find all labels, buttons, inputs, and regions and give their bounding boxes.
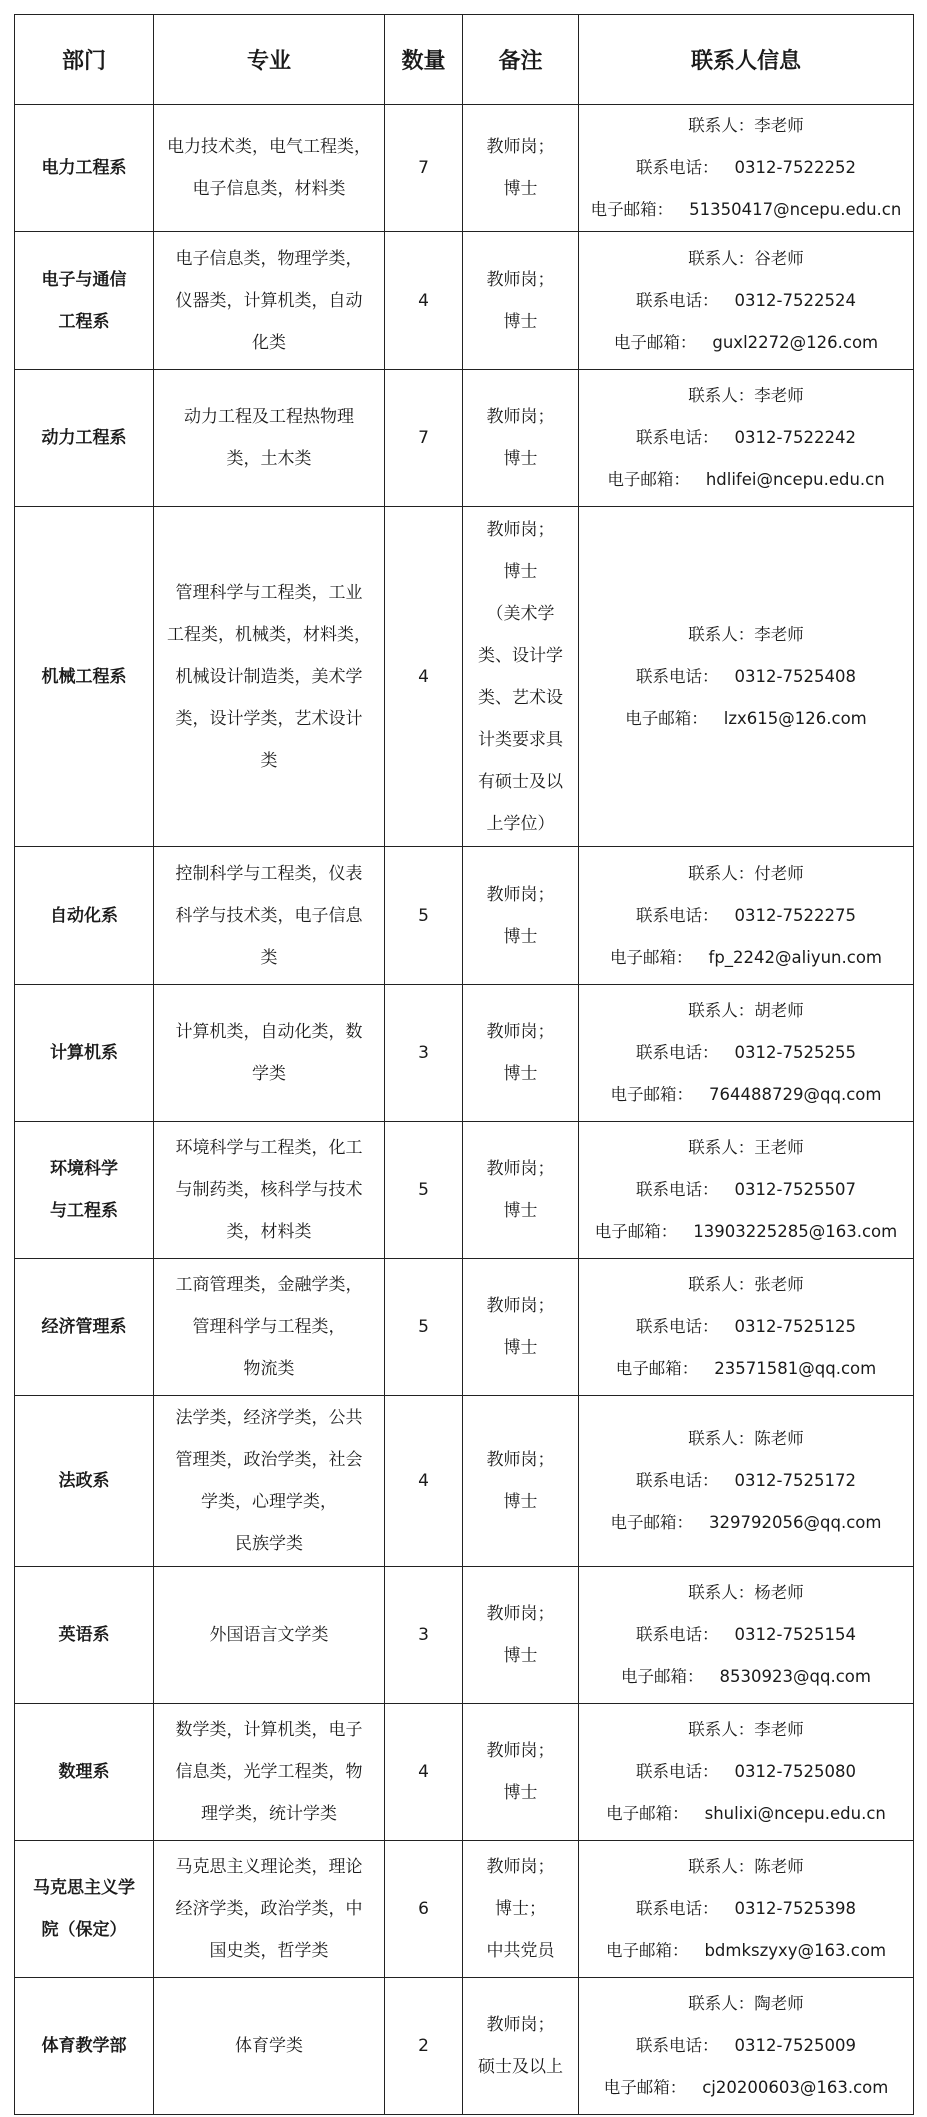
major-line: 法学类，经济学类，公共 — [175, 1408, 363, 1428]
table-row — [15, 232, 914, 370]
dept-cell — [15, 370, 154, 507]
dept-cell — [15, 1704, 154, 1841]
email-label: 电子邮箱： — [613, 332, 697, 352]
major-cell — [154, 507, 385, 847]
table-row — [15, 370, 914, 507]
contact-name-line — [587, 1418, 905, 1460]
note-line: 博士 — [503, 1492, 538, 1512]
note-cell — [463, 1567, 579, 1704]
contact-label: 联系人： — [688, 1138, 755, 1157]
note-cell — [463, 105, 579, 232]
contact-email-line — [587, 1930, 905, 1972]
phone-number: 0312-7525080 — [734, 1762, 856, 1781]
contact-name-line — [587, 1264, 905, 1306]
email-label: 电子邮箱： — [610, 1513, 694, 1532]
contact-phone-line — [587, 1169, 905, 1211]
contact-label: 联系人： — [688, 1857, 755, 1876]
email-address: 329792056@qq.com — [709, 1513, 882, 1532]
note-line: 教师岗； — [486, 1604, 555, 1624]
dept-line: 经济管理系 — [41, 1317, 127, 1337]
major-line: 电子信息类，材料类 — [192, 179, 346, 199]
dept-cell — [15, 1978, 154, 2115]
email-address: 51350417@ncepu.edu.cn — [689, 200, 902, 219]
phone-label: 联系电话： — [636, 1471, 719, 1490]
phone-label: 联系电话： — [636, 666, 719, 686]
major-cell — [154, 847, 385, 985]
contact-label: 联系人： — [688, 248, 755, 268]
contact-name-line — [587, 238, 905, 280]
note-line: 博士 — [503, 179, 538, 199]
major-cell — [154, 1259, 385, 1396]
contact-name: 李老师 — [754, 386, 804, 405]
note-cell — [463, 1396, 579, 1567]
note-cell — [463, 1978, 579, 2115]
note-line: 类、艺术设 — [478, 687, 563, 708]
count-cell: 5 — [385, 1122, 463, 1259]
major-line: 与制药类，核科学与技术 — [175, 1180, 363, 1200]
email-label: 电子邮箱： — [621, 1667, 704, 1686]
email-address: 23571581@qq.com — [714, 1359, 877, 1378]
contact-name-line — [587, 990, 905, 1032]
dept-line: 动力工程系 — [41, 428, 127, 448]
count-cell: 3 — [385, 985, 463, 1122]
phone-number: 0312-7525408 — [734, 666, 856, 686]
major-line: 理学类，统计学类 — [201, 1804, 337, 1824]
contact-name: 谷老师 — [754, 248, 804, 268]
table-row — [15, 507, 914, 847]
contact-cell — [579, 1841, 914, 1978]
email-address: shulixi@ncepu.edu.cn — [704, 1804, 886, 1823]
contact-cell — [579, 370, 914, 507]
dept-cell — [15, 1259, 154, 1396]
contact-phone-line — [587, 2025, 905, 2067]
contact-phone-line — [587, 656, 905, 698]
note-line: （美术学 — [486, 603, 555, 624]
contact-email-line — [587, 1793, 905, 1835]
contact-email-line — [587, 937, 905, 979]
contact-label: 联系人： — [688, 1583, 755, 1602]
contact-phone-line — [587, 1888, 905, 1930]
note-line: 教师岗； — [486, 1022, 555, 1042]
table-row — [15, 105, 914, 232]
note-line: 博士 — [503, 311, 538, 332]
note-line: 教师岗； — [486, 137, 555, 157]
phone-label: 联系电话： — [636, 290, 719, 310]
contact-label: 联系人： — [688, 386, 755, 405]
phone-number: 0312-7522275 — [734, 905, 856, 925]
major-line: 环境科学与工程类，化工 — [175, 1138, 363, 1158]
note-line: 博士 — [503, 561, 538, 582]
contact-phone-line — [587, 280, 905, 322]
major-line: 数学类，计算机类，电子 — [175, 1720, 363, 1740]
email-label: 电子邮箱： — [606, 1804, 689, 1823]
recruitment-table — [14, 14, 914, 2115]
phone-label: 联系电话： — [636, 1762, 719, 1781]
major-line: 体育学类 — [235, 2036, 303, 2056]
note-line: 博士 — [503, 1646, 538, 1666]
major-line: 物流类 — [243, 1359, 295, 1379]
contact-phone-line — [587, 895, 905, 937]
phone-number: 0312-7525255 — [734, 1043, 856, 1062]
contact-label: 联系人： — [688, 1275, 755, 1294]
phone-number: 0312-7525125 — [734, 1317, 856, 1336]
dept-line: 英语系 — [58, 1625, 110, 1645]
major-line: 工商管理类，金融学类， — [175, 1275, 363, 1295]
dept-cell — [15, 232, 154, 370]
note-line: 计类要求具 — [478, 729, 563, 750]
major-line: 化类 — [252, 332, 286, 353]
table-row — [15, 1841, 914, 1978]
major-line: 类，材料类 — [226, 1222, 312, 1242]
contact-email-line — [587, 1074, 905, 1116]
table-header-row — [15, 15, 914, 105]
note-cell — [463, 1841, 579, 1978]
note-cell — [463, 507, 579, 847]
contact-name: 杨老师 — [754, 1583, 804, 1602]
table-row — [15, 985, 914, 1122]
contact-name: 陈老师 — [754, 1857, 804, 1876]
email-label: 电子邮箱： — [625, 708, 708, 728]
contact-name-line — [587, 105, 905, 147]
major-line: 外国语言文学类 — [209, 1625, 329, 1645]
contact-name: 李老师 — [754, 1720, 804, 1739]
count-cell: 5 — [385, 1259, 463, 1396]
contact-email-line — [587, 189, 905, 231]
contact-email-line — [587, 1502, 905, 1544]
phone-label: 联系电话： — [636, 1899, 719, 1918]
note-cell — [463, 1259, 579, 1396]
count-cell: 4 — [385, 232, 463, 370]
note-line: 博士 — [503, 1064, 538, 1084]
major-line: 类 — [260, 750, 278, 771]
table-body — [15, 105, 914, 2115]
table-row — [15, 1122, 914, 1259]
count-cell: 7 — [385, 105, 463, 232]
contact-name-line — [587, 614, 905, 656]
contact-phone-line — [587, 1032, 905, 1074]
major-cell — [154, 1978, 385, 2115]
table-row — [15, 1259, 914, 1396]
phone-number: 0312-7525009 — [734, 2036, 856, 2055]
note-line: 类、设计学 — [478, 645, 563, 666]
note-line: 有硕士及以 — [478, 771, 563, 792]
table-row — [15, 847, 914, 985]
note-cell — [463, 1704, 579, 1841]
header-dept: 部门 — [15, 15, 154, 105]
count-cell: 4 — [385, 1704, 463, 1841]
phone-label: 联系电话： — [636, 428, 719, 447]
contact-email-line — [587, 2067, 905, 2109]
email-address: hdlifei@ncepu.edu.cn — [705, 470, 885, 489]
note-line: 中共党员 — [486, 1941, 555, 1961]
count-cell: 4 — [385, 507, 463, 847]
email-address: fp_2242@aliyun.com — [708, 947, 882, 967]
email-label: 电子邮箱： — [594, 1222, 678, 1241]
count-cell: 6 — [385, 1841, 463, 1978]
contact-cell — [579, 507, 914, 847]
note-line: 博士 — [503, 1783, 538, 1803]
contact-name-line — [587, 1127, 905, 1169]
dept-cell — [15, 1122, 154, 1259]
header-count: 数量 — [385, 15, 463, 105]
major-line: 科学与技术类，电子信息 — [175, 905, 363, 926]
major-line: 控制科学与工程类，仪表 — [175, 863, 363, 884]
phone-number: 0312-7525172 — [734, 1471, 856, 1490]
major-cell — [154, 1704, 385, 1841]
dept-line: 环境科学 — [50, 1159, 118, 1179]
major-line: 马克思主义理论类，理论 — [175, 1857, 363, 1877]
note-line: 教师岗； — [486, 269, 555, 290]
contact-phone-line — [587, 1614, 905, 1656]
note-line: 教师岗； — [486, 1741, 555, 1761]
dept-cell — [15, 1841, 154, 1978]
phone-label: 联系电话： — [636, 158, 719, 177]
contact-name: 李老师 — [754, 624, 804, 644]
note-line: 教师岗； — [486, 2015, 555, 2035]
contact-label: 联系人： — [688, 1429, 755, 1448]
count-cell: 4 — [385, 1396, 463, 1567]
table-row — [15, 1396, 914, 1567]
note-line: 博士 — [503, 449, 538, 469]
email-address: 764488729@qq.com — [709, 1085, 882, 1104]
email-label: 电子邮箱： — [610, 1085, 694, 1104]
contact-cell — [579, 1704, 914, 1841]
contact-cell — [579, 1978, 914, 2115]
contact-email-line — [587, 459, 905, 501]
dept-line: 法政系 — [58, 1471, 110, 1491]
dept-cell — [15, 1567, 154, 1704]
contact-name-line — [587, 1846, 905, 1888]
dept-line: 数理系 — [58, 1762, 110, 1782]
contact-name: 张老师 — [754, 1275, 804, 1294]
major-cell — [154, 232, 385, 370]
contact-email-line — [587, 1348, 905, 1390]
note-line: 博士 — [503, 1338, 538, 1358]
contact-phone-line — [587, 1751, 905, 1793]
major-line: 电子信息类，物理学类， — [175, 248, 363, 269]
note-cell — [463, 985, 579, 1122]
contact-phone-line — [587, 1460, 905, 1502]
major-line: 工程类，机械类，材料类， — [167, 624, 371, 645]
contact-cell — [579, 1259, 914, 1396]
major-cell — [154, 1567, 385, 1704]
note-cell — [463, 1122, 579, 1259]
note-line: 博士； — [495, 1899, 546, 1919]
count-cell: 7 — [385, 370, 463, 507]
dept-cell — [15, 105, 154, 232]
note-line: 教师岗； — [486, 884, 555, 905]
contact-name-line — [587, 853, 905, 895]
contact-name: 付老师 — [754, 863, 804, 883]
contact-name-line — [587, 1709, 905, 1751]
note-line: 教师岗； — [486, 1159, 555, 1179]
major-cell — [154, 1396, 385, 1567]
major-line: 学类 — [252, 1064, 286, 1084]
contact-cell — [579, 105, 914, 232]
contact-email-line — [587, 1211, 905, 1253]
contact-name: 李老师 — [754, 116, 804, 135]
dept-line: 电力工程系 — [41, 158, 127, 178]
major-line: 动力工程及工程热物理 — [184, 407, 354, 427]
phone-label: 联系电话： — [636, 1043, 719, 1062]
dept-cell — [15, 847, 154, 985]
contact-name-line — [587, 375, 905, 417]
email-label: 电子邮箱： — [603, 2078, 687, 2097]
phone-number: 0312-7522252 — [734, 158, 856, 177]
major-line: 学类，心理学类， — [201, 1492, 337, 1512]
dept-line: 体育教学部 — [41, 2036, 127, 2056]
contact-name: 陶老师 — [754, 1994, 804, 2013]
header-major: 专业 — [154, 15, 385, 105]
table-row — [15, 1978, 914, 2115]
dept-line: 工程系 — [58, 311, 110, 332]
major-line: 经济学类，政治学类，中 — [175, 1899, 363, 1919]
email-label: 电子邮箱： — [605, 1941, 689, 1960]
major-cell — [154, 985, 385, 1122]
major-cell — [154, 1841, 385, 1978]
phone-label: 联系电话： — [636, 1625, 719, 1644]
contact-email-line — [587, 698, 905, 740]
dept-line: 马克思主义学 — [33, 1878, 135, 1898]
contact-phone-line — [587, 417, 905, 459]
contact-phone-line — [587, 1306, 905, 1348]
note-line: 教师岗； — [486, 519, 555, 540]
contact-label: 联系人： — [688, 116, 755, 135]
major-line: 类，设计学类，艺术设计 — [175, 708, 363, 729]
phone-number: 0312-7525507 — [734, 1180, 856, 1199]
email-address: 8530923@qq.com — [719, 1667, 871, 1686]
dept-cell — [15, 1396, 154, 1567]
note-line: 上学位） — [486, 813, 555, 834]
email-label: 电子邮箱： — [615, 1359, 699, 1378]
dept-line: 自动化系 — [50, 905, 118, 926]
note-line: 博士 — [503, 1201, 538, 1221]
phone-label: 联系电话： — [636, 2036, 719, 2055]
dept-line: 计算机系 — [50, 1043, 118, 1063]
contact-cell — [579, 232, 914, 370]
contact-phone-line — [587, 147, 905, 189]
table-row — [15, 1567, 914, 1704]
contact-name: 王老师 — [754, 1138, 804, 1157]
header-note: 备注 — [463, 15, 579, 105]
dept-line: 机械工程系 — [41, 666, 127, 687]
header-contact: 联系人信息 — [579, 15, 914, 105]
dept-line: 电子与通信 — [41, 269, 127, 290]
dept-cell — [15, 985, 154, 1122]
major-line: 管理科学与工程类，工业 — [175, 582, 363, 603]
contact-label: 联系人： — [688, 863, 755, 883]
contact-label: 联系人： — [688, 1994, 755, 2013]
count-cell: 3 — [385, 1567, 463, 1704]
email-label: 电子邮箱： — [607, 470, 690, 489]
major-line: 管理科学与工程类， — [192, 1317, 346, 1337]
major-line: 民族学类 — [235, 1534, 303, 1554]
contact-label: 联系人： — [688, 1001, 755, 1020]
major-cell — [154, 370, 385, 507]
phone-number: 0312-7522242 — [734, 428, 856, 447]
contact-email-line — [587, 322, 905, 364]
note-line: 教师岗； — [486, 1296, 555, 1316]
dept-line: 与工程系 — [50, 1201, 118, 1221]
phone-label: 联系电话： — [636, 905, 719, 925]
contact-cell — [579, 847, 914, 985]
contact-cell — [579, 985, 914, 1122]
phone-label: 联系电话： — [636, 1317, 719, 1336]
email-address: cj20200603@163.com — [702, 2078, 889, 2097]
note-cell — [463, 847, 579, 985]
contact-label: 联系人： — [688, 624, 755, 644]
contact-label: 联系人： — [688, 1720, 755, 1739]
phone-label: 联系电话： — [636, 1180, 719, 1199]
note-line: 博士 — [503, 926, 538, 947]
contact-cell — [579, 1567, 914, 1704]
dept-cell — [15, 507, 154, 847]
major-line: 类，土木类 — [226, 449, 312, 469]
major-line: 机械设计制造类，美术学 — [175, 666, 363, 687]
email-label: 电子邮箱： — [590, 200, 674, 219]
phone-number: 0312-7525154 — [734, 1625, 856, 1644]
table-row — [15, 1704, 914, 1841]
note-line: 教师岗； — [486, 1857, 555, 1877]
note-line: 教师岗； — [486, 407, 555, 427]
email-address: lzx615@126.com — [723, 708, 867, 728]
contact-name-line — [587, 1983, 905, 2025]
major-line: 计算机类，自动化类，数 — [175, 1022, 363, 1042]
count-cell: 2 — [385, 1978, 463, 2115]
major-line: 国史类，哲学类 — [209, 1941, 329, 1961]
email-address: bdmkszyxy@163.com — [704, 1941, 887, 1960]
contact-cell — [579, 1396, 914, 1567]
major-cell — [154, 105, 385, 232]
contact-name-line — [587, 1572, 905, 1614]
major-line: 管理类，政治学类，社会 — [175, 1450, 363, 1470]
note-line: 硕士及以上 — [478, 2057, 563, 2077]
phone-number: 0312-7525398 — [734, 1899, 856, 1918]
note-line: 教师岗； — [486, 1450, 555, 1470]
email-label: 电子邮箱： — [610, 947, 693, 967]
email-address: 13903225285@163.com — [693, 1222, 898, 1241]
note-cell — [463, 232, 579, 370]
count-cell: 5 — [385, 847, 463, 985]
note-cell — [463, 370, 579, 507]
major-line: 信息类，光学工程类，物 — [175, 1762, 363, 1782]
contact-name: 陈老师 — [754, 1429, 804, 1448]
major-line: 仪器类，计算机类，自动 — [175, 290, 363, 311]
major-cell — [154, 1122, 385, 1259]
contact-cell — [579, 1122, 914, 1259]
contact-name: 胡老师 — [754, 1001, 804, 1020]
major-line: 电力技术类，电气工程类， — [167, 137, 371, 157]
contact-email-line — [587, 1656, 905, 1698]
major-line: 类 — [260, 947, 278, 968]
dept-line: 院（保定） — [41, 1920, 127, 1940]
phone-number: 0312-7522524 — [734, 290, 856, 310]
email-address: guxl2272@126.com — [712, 332, 879, 352]
